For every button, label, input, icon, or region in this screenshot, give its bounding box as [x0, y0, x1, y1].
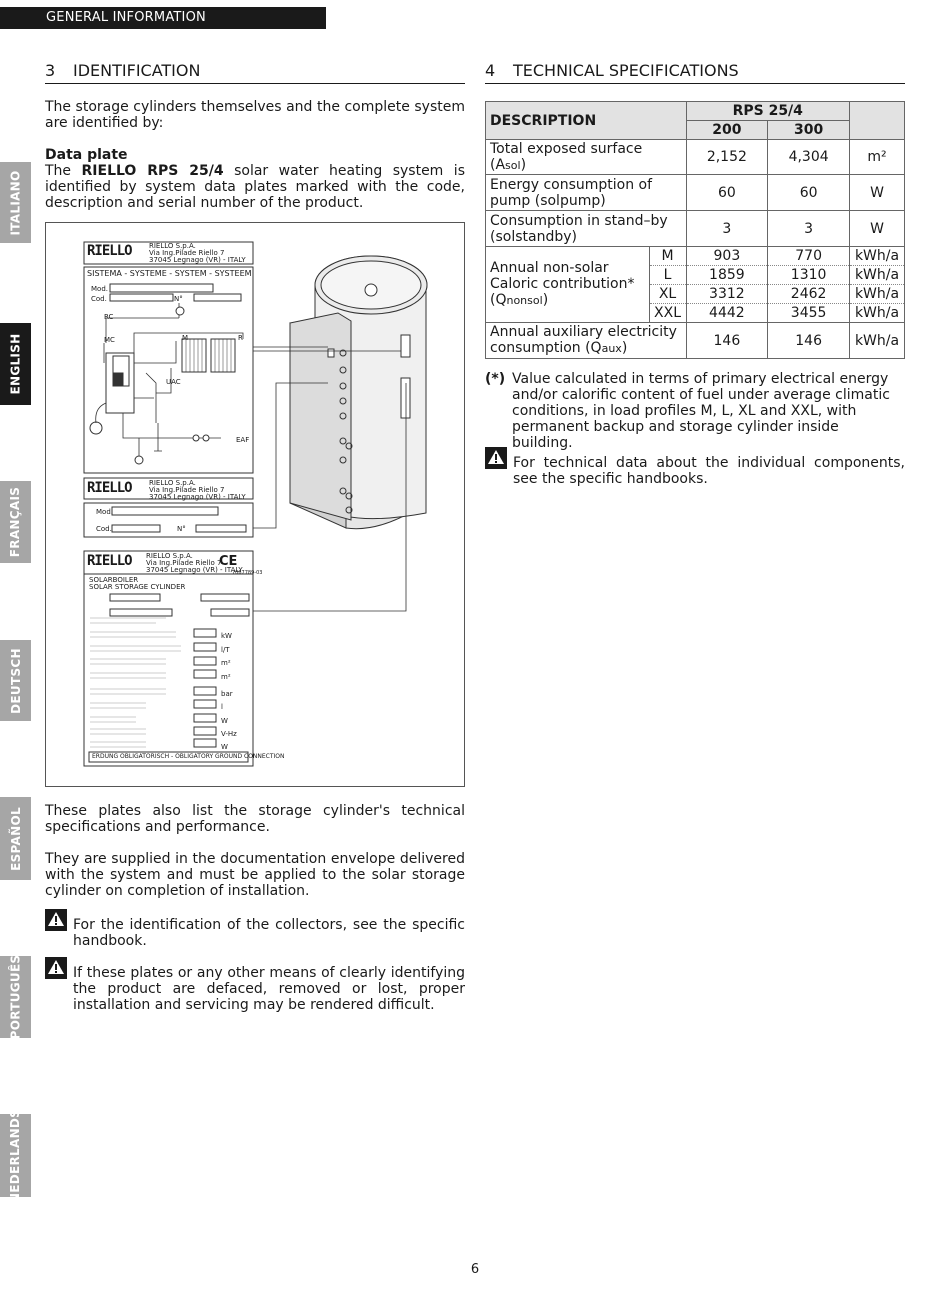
company-address-1: RIELLO S.p.A. Via Ing.Pilade Riello 7 37045 Legnago (VR) - ITALY — [149, 242, 246, 264]
warning-icon — [45, 957, 67, 979]
system-label: SISTEMA - SYSTEME - SYSTEM - SYSTEEM — [87, 269, 252, 278]
table-row: Annual non-solar Caloric contribution* (Qnonsol) M 903 770 kWh/a — [486, 247, 905, 266]
lang-tab-english[interactable]: ENGLISH — [0, 323, 31, 405]
riello-logo-3: RIELLO — [87, 553, 132, 569]
diagram-label-m: M — [182, 334, 189, 342]
company-address-3: RIELLO S.p.A. Via Ing.Pilade Riello 7 37045 Legnago (VR) - ITALY — [146, 552, 243, 574]
lang-tab-espanol[interactable]: ESPAÑOL — [0, 797, 31, 880]
table-row: Total exposed surface (Asol) 2,152 4,304 m² — [486, 140, 905, 175]
cod-label: Cod. — [91, 295, 107, 303]
table-row: L 1859 1310 kWh/a — [486, 266, 905, 285]
section-3-title: 3 IDENTIFICATION — [45, 61, 465, 84]
table-row: XL 3312 2462 kWh/a — [486, 285, 905, 304]
data-plate-illustration — [46, 223, 464, 786]
lang-tab-deutsch[interactable]: DEUTSCH — [0, 640, 31, 721]
unit-labels-2: bar l W V-Hz W — [221, 690, 237, 752]
nonsolar-label: Annual non-solar Caloric contribution* (Qnonsol) — [486, 247, 650, 323]
header-section-title: GENERAL INFORMATION — [46, 10, 206, 25]
ground-connection-label: ERDUNG OBLIGATORISCH - OBLIGATORY GROUND CONNECTION — [92, 753, 285, 760]
diagram-label-r: R — [238, 334, 243, 342]
warning-plates-defaced: If these plates or any other means of clearly identifying the product are defaced, removed or lost, proper installation and servicing may be rendered difficult. — [45, 957, 465, 1013]
warning-icon — [45, 909, 67, 931]
lang-tab-portugues[interactable]: PORTUGUÊS — [0, 956, 31, 1038]
lang-tab-italiano[interactable]: ITALIANO — [0, 162, 31, 243]
data-plate-figure — [45, 222, 465, 787]
model-header: RPS 25/4 — [686, 102, 850, 121]
technical-specifications-table — [485, 101, 905, 359]
table-row: XXL 4442 3455 kWh/a — [486, 304, 905, 323]
col-200: 200 — [686, 121, 768, 140]
row-label: Total exposed surface (Asol) — [486, 140, 687, 175]
diagram-label-eaf: EAF — [236, 436, 250, 444]
table-row: Energy consumption of pump (solpump) 60 60 W — [486, 175, 905, 211]
unit-labels: kW l/T m² m² — [221, 632, 232, 681]
solarboiler-label: SOLARBOILER SOLAR STORAGE CYLINDER — [89, 576, 186, 591]
plates-specs-paragraph: These plates also list the storage cylinder's technical specifications and performance. — [45, 803, 465, 835]
mod-label: Mod. — [91, 285, 108, 293]
n-label: N° — [174, 295, 183, 303]
dataplate-heading: Data plate — [45, 147, 128, 163]
warning-collectors: For the identification of the collectors, see the specific handbook. — [45, 909, 465, 949]
plate-code: 7087789-03 — [232, 570, 263, 576]
col-300: 300 — [768, 121, 850, 140]
riello-logo-1: RIELLO — [87, 243, 132, 259]
intro-paragraph: The storage cylinders themselves and the complete system are identified by: — [45, 99, 465, 131]
company-address-2: RIELLO S.p.A. Via Ing.Pilade Riello 7 37045 Legnago (VR) - ITALY — [149, 479, 246, 501]
footnote-marker: (*) — [485, 371, 506, 387]
riello-logo-2: RIELLO — [87, 480, 132, 496]
lang-tab-francais[interactable]: FRANÇAIS — [0, 481, 31, 563]
table-row: Consumption in stand–by (solstandby) 3 3 W — [486, 211, 905, 247]
table-row: Annual auxiliary electricity consumption (Qaux) 146 146 kWh/a — [486, 323, 905, 359]
mod-label-2: Mod. — [96, 508, 113, 516]
cod-label-2: Cod. — [96, 525, 112, 533]
section-4-title: 4 TECHNICAL SPECIFICATIONS — [485, 61, 905, 84]
n-label-2: N° — [177, 525, 186, 533]
documentation-paragraph: They are supplied in the documentation envelope delivered with the system and must be applied to the solar storage cylinder on completion of installation. — [45, 851, 465, 899]
lang-tab-nederlands[interactable]: NEDERLANDS — [0, 1114, 31, 1197]
page-number: 6 — [470, 1262, 480, 1277]
warning-technical-data: For technical data about the individual components, see the specific handbooks. — [485, 447, 905, 487]
warning-icon — [485, 447, 507, 469]
storage-cylinder-drawing — [290, 256, 427, 529]
table-header-row — [486, 102, 905, 121]
aux-label: Annual auxiliary electricity consumption (Qaux) — [486, 323, 687, 359]
desc-header: DESCRIPTION — [486, 102, 687, 140]
footnote-text: Value calculated in terms of primary electrical energy and/or calorific content of fuel under average climatic conditions, in load profiles M, L, XL and XXL, with permanent backup and storage cylinder inside building. — [512, 371, 890, 451]
dataplate-paragraph: The RIELLO RPS 25/4 solar water heating system is identified by system data plates marked with the code, description and serial number of the product. — [45, 163, 465, 211]
diagram-label-rc: RC — [104, 313, 114, 321]
diagram-label-uac: UAC — [166, 378, 181, 386]
diagram-label-mc: MC — [104, 336, 115, 344]
ce-mark: CE — [219, 554, 238, 569]
unit-header — [850, 102, 905, 140]
